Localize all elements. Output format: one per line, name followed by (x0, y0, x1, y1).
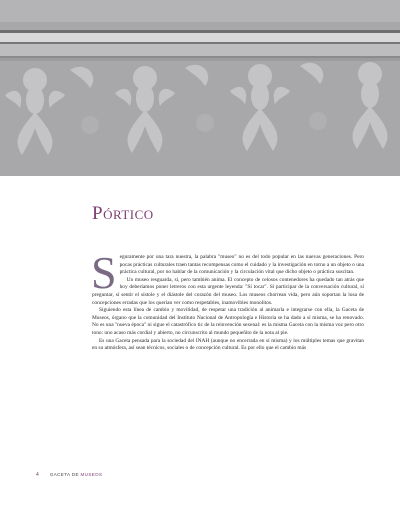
page-number: 4 (36, 472, 40, 478)
paragraph-1-text: eguramente por una tara nuestra, la palabra "museo" no es del todo popular en las nuevas generaciones. Pero pocas prácticas culturales traen tantas recompensas como el cuidado y la investigación en torno a un objeto o una práctica cultural, por no hablar de la comunicación y la circulación vital que dicho objeto o práctica suscitan. (119, 254, 364, 276)
magazine-name-part-2: MUSEOS (80, 472, 103, 477)
drop-cap: S (91, 247, 117, 298)
article-body (91, 247, 364, 353)
page-title: Pórtico (92, 203, 154, 224)
page-footer (36, 472, 102, 478)
paragraph-3: Siguiendo esta línea de cambio y movilidad, de respetar una tradición al animarla e integrarse con ella, la Gaceta de Museos, órgano que la comunidad del Instituto Nacional de Antropología e Historia se ha dado a sí misma, se ha renovado. No es una "nueva época" ni sigue el catastrófico tic de la reinvención sexenal: es la misma Gaceta con la misma voz pero otro tono: uno acaso más cordial y abierto, no circunscrito al mundo pequeñito de la nota al pie. (92, 307, 364, 336)
paragraph-4: Es una Gaceta pensada para la sociedad del INAH (aunque no encerrada en sí misma) y los múltiples temas que gravitan en su atmósfera, así sean técnicos, sociales o de concepción cultural. Es por ello que el cambio más (92, 337, 364, 352)
ornamental-frieze-photo (0, 0, 400, 176)
frieze-illustration (0, 0, 400, 176)
magazine-name-part-1: GACETA DE (49, 472, 79, 477)
paragraph-2: Un museo resguarda, sí, pero también anima. El concepto de celosos contenedores ha quedado tan atrás que hoy deberíamos poner letreros con esta urgente leyenda: "Sí tocar". Sí participar de la conversación cultural, sí preguntar, sí sentir el sístole y el diástole del corazón del museo. Los museos chorrean vida, pero aún soportan la losa de concepciones erradas que los querían ver como respetables, inamovibles monolitos. (92, 276, 364, 306)
